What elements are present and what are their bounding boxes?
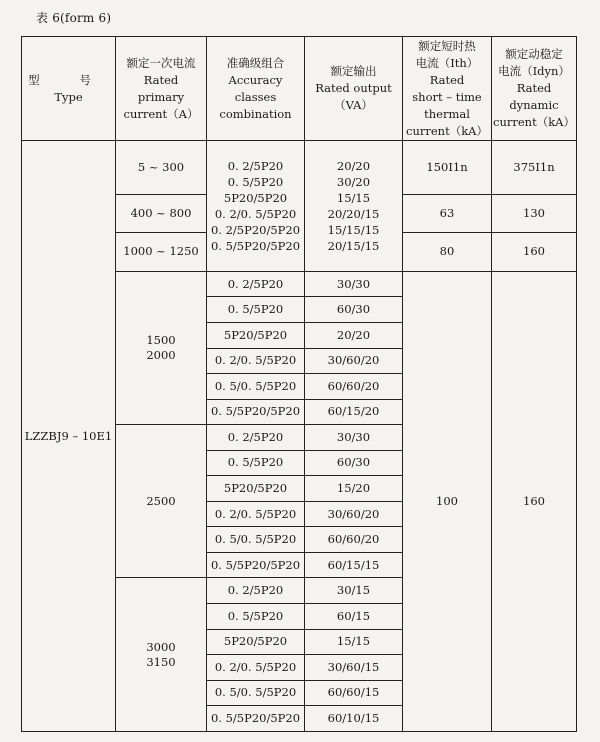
accuracy-cell: 0. 5/5P20 — [207, 450, 305, 476]
accuracy-cell: 0. 2/5P20 — [207, 271, 305, 297]
output-cell: 60/15/15 — [305, 552, 403, 578]
accuracy-stack-cell — [207, 141, 305, 272]
header-idyn — [492, 37, 577, 141]
accuracy-cell: 0. 2/0. 5/5P20 — [207, 501, 305, 527]
current-cell: 5 ~ 300 — [116, 141, 207, 195]
output-value: 15/15/15 — [327, 222, 380, 237]
accuracy-value: 0. 5/5P20/5P20 — [210, 238, 301, 253]
current-value: 2000 — [146, 348, 176, 362]
accuracy-cell: 0. 5/5P20/5P20 — [207, 399, 305, 425]
header-accuracy-en-3: combination — [219, 106, 292, 121]
ith-cell: 150I1n — [403, 141, 492, 195]
header-idyn-zh-2: 电流（Idyn） — [498, 64, 570, 78]
header-primary-en-3: current（A） — [123, 106, 199, 121]
accuracy-cell: 0. 5/0. 5/5P20 — [207, 374, 305, 400]
header-idyn-en-3: current（kA） — [493, 115, 575, 129]
header-output-zh: 额定输出 — [330, 64, 377, 78]
output-value: 20/20 — [336, 158, 371, 173]
header-type-en: Type — [54, 89, 83, 104]
idyn-cell: 130 — [492, 195, 577, 233]
idyn-cell: 160 — [492, 233, 577, 272]
output-value: 20/15/15 — [327, 238, 380, 253]
output-cell: 30/60/20 — [305, 501, 403, 527]
accuracy-cell: 0. 5/5P20 — [207, 297, 305, 323]
current-cell: 400 ~ 800 — [116, 195, 207, 233]
header-type-zh: 型 号 — [28, 72, 109, 87]
accuracy-value: 0. 2/5P20/5P20 — [210, 222, 301, 237]
ith-cell: 63 — [403, 195, 492, 233]
header-output — [305, 37, 403, 141]
header-ith-en-2: short – time — [412, 89, 482, 104]
output-cell: 60/60/20 — [305, 527, 403, 553]
current-value: 1500 — [146, 333, 176, 347]
accuracy-cell: 0. 5/5P20 — [207, 603, 305, 629]
header-accuracy-en-2: classes — [234, 89, 277, 104]
header-idyn-en-2: dynamic — [509, 98, 559, 112]
table-caption: 表 6(form 6) — [36, 11, 112, 25]
output-value: 15/15 — [336, 190, 371, 205]
current-cell — [116, 578, 207, 732]
header-ith-zh-1: 额定短时热 — [418, 38, 476, 53]
header-accuracy-en-1: Accuracy — [228, 72, 283, 87]
output-cell: 20/20 — [305, 322, 403, 348]
output-cell: 60/30 — [305, 297, 403, 323]
header-output-en-1: Rated output — [315, 81, 392, 95]
accuracy-value: 0. 2/5P20 — [227, 158, 284, 173]
accuracy-cell: 0. 5/5P20/5P20 — [207, 706, 305, 732]
output-cell: 60/60/15 — [305, 680, 403, 706]
accuracy-cell: 0. 2/5P20 — [207, 425, 305, 451]
header-ith-en-4: current（kA） — [406, 123, 488, 138]
header-idyn-en-1: Rated — [516, 81, 552, 95]
output-stack-cell — [305, 141, 403, 272]
output-cell: 30/15 — [305, 578, 403, 604]
idyn-cell: 160 — [492, 271, 577, 731]
header-row — [22, 37, 577, 141]
ith-cell: 80 — [403, 233, 492, 272]
accuracy-cell: 5P20/5P20 — [207, 476, 305, 502]
header-ith-en-3: thermal — [424, 106, 470, 121]
idyn-cell: 375I1n — [492, 141, 577, 195]
current-cell: 2500 — [116, 425, 207, 578]
output-cell: 15/15 — [305, 629, 403, 655]
header-primary-en-2: primary — [137, 89, 185, 104]
output-cell: 15/20 — [305, 476, 403, 502]
header-ith-en-1: Rated — [429, 72, 465, 87]
accuracy-cell: 0. 2/5P20 — [207, 578, 305, 604]
header-ith — [403, 37, 492, 141]
accuracy-cell: 0. 5/0. 5/5P20 — [207, 527, 305, 553]
header-primary-zh: 额定一次电流 — [126, 55, 196, 70]
accuracy-value: 0. 2/0. 5/5P20 — [214, 206, 297, 221]
accuracy-cell: 5P20/5P20 — [207, 629, 305, 655]
output-cell: 60/60/20 — [305, 374, 403, 400]
header-type — [22, 37, 116, 141]
table-row — [22, 141, 577, 195]
accuracy-cell: 0. 2/0. 5/5P20 — [207, 348, 305, 374]
output-cell: 60/10/15 — [305, 706, 403, 732]
accuracy-value: 5P20/5P20 — [223, 190, 288, 205]
accuracy-value: 0. 5/5P20 — [227, 174, 284, 189]
accuracy-cell: 0. 5/0. 5/5P20 — [207, 680, 305, 706]
ith-cell: 100 — [403, 271, 492, 731]
current-cell: 1000 ~ 1250 — [116, 233, 207, 272]
type-cell: LZZBJ9 – 10E1 — [22, 141, 116, 732]
output-cell: 30/60/15 — [305, 655, 403, 681]
output-cell: 60/15/20 — [305, 399, 403, 425]
output-cell: 30/30 — [305, 271, 403, 297]
current-value: 3150 — [146, 654, 176, 669]
header-primary-current — [116, 37, 207, 141]
accuracy-cell: 0. 2/0. 5/5P20 — [207, 655, 305, 681]
accuracy-cell: 0. 5/5P20/5P20 — [207, 552, 305, 578]
header-output-en-2: （VA） — [334, 98, 373, 112]
output-cell: 60/15 — [305, 603, 403, 629]
header-ith-zh-2: 电流（Ith） — [415, 55, 479, 70]
output-value: 30/20 — [336, 174, 371, 189]
current-cell — [116, 271, 207, 424]
header-accuracy — [207, 37, 305, 141]
output-cell: 30/60/20 — [305, 348, 403, 374]
output-cell: 60/30 — [305, 450, 403, 476]
header-idyn-zh-1: 额定动稳定 — [505, 47, 563, 61]
current-value: 3000 — [146, 639, 176, 654]
output-cell: 30/30 — [305, 425, 403, 451]
header-primary-en-1: Rated — [143, 72, 179, 87]
output-value: 20/20/15 — [327, 206, 380, 221]
header-accuracy-zh: 准确级组合 — [226, 55, 285, 70]
accuracy-cell: 5P20/5P20 — [207, 322, 305, 348]
spec-table — [21, 36, 577, 732]
